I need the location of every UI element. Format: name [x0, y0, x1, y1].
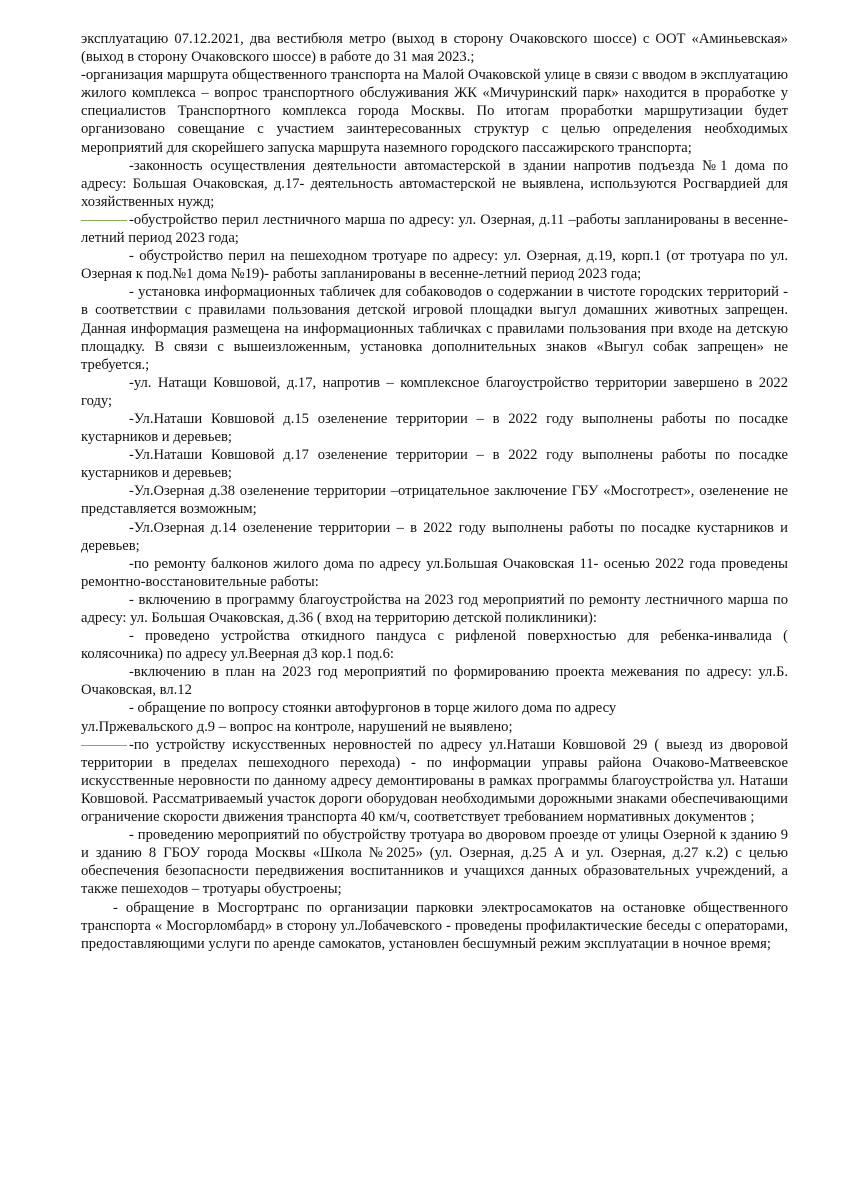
paragraph-dog-signs: - установка информационных табличек для собаководов о содержании в чистоте городских территорий - в соответствии с правилами пользования детской игровой площадки выгул домашних животных запрещен. Данная информация размещена на информационных табличках с правилами пользования при входе на детскую площадку. В связи с вышеизложенным, установка дополнительных знаков «Выгул собак запрещен» не требуется.;: [81, 284, 788, 373]
paragraph-greening-17: -Ул.Наташи Ковшовой д.17 озеленение территории – в 2022 году выполнены работы по посадке кустарников и деревьев;: [81, 447, 788, 482]
paragraph-metro-vestibules: эксплуатацию 07.12.2021, два вестибюля метро (выход в сторону Очаковского шоссе) с ООТ «Аминьевская» (выход в сторону Очаковского шоссе) в работе до 31 мая 2023.;: [81, 31, 788, 66]
paragraph-van-parking: - обращение по вопросу стоянки автофургонов в торце жилого дома по адресу: [129, 700, 617, 717]
edit-marker: [81, 744, 127, 746]
edit-marker: [81, 219, 127, 221]
paragraph-greening-15: -Ул.Наташи Ковшовой д.15 озеленение территории – в 2022 году выполнены работы по посадке кустарников и деревьев;: [81, 410, 788, 446]
paragraph-stair-railings-text: -обустройство перил лестничного марша по адресу: ул. Озерная, д.11 –работы запланированы в весенне-летний период 2023 года;: [81, 211, 788, 247]
paragraph-greening-38: -Ул.Озерная д.38 озеленение территории –отрицательное заключение ГБУ «Мосготрест», озеленение не представляется возможным;: [81, 483, 788, 518]
paragraph-bus-route: -организация маршрута общественного транспорта на Малой Очаковской улице в связи с вводом в эксплуатацию жилого комплекса – вопрос транспортного обслуживания ЖК «Мичуринский парк» находится в проработке у специалистов Транспортного комплекса города Москвы. По итогам проработки маршрутизации будет организовано совещание с участием заинтересованных структур с целью определения необходимых мероприятий для скорейшего запуска маршрута наземного городского пассажирского транспорта;: [81, 67, 788, 156]
paragraph-sidewalk-school: - проведению мероприятий по обустройству тротуара во дворовом проезде от улицы Озерной к зданию 9 и зданию 8 ГБОУ города Москвы «Школа №2025» (ул. Озерная, д.25 А и ул. Озерная, д.27 к.2) с целью обеспечения безопасности передвижения воспитанников и учащихся данных образовательных учреждений, а также пешеходов – тротуары обустроены;: [81, 827, 788, 898]
paragraph-auto-workshop: -законность осуществления деятельности автомастерской в здании напротив подъезда №1 дома по адресу: Большая Очаковская, д.17- деятельность автомастерской не выявлена, используются Росгвардией для хозяйственных нужд;: [81, 157, 788, 210]
paragraph-landscaping-17: -ул. Натащи Ковшовой, д.17, напротив – комплексное благоустройство территории завершено в 2022 году;: [81, 374, 788, 409]
paragraph-ramp: - проведено устройства откидного пандуса с рифленой поверхностью для ребенка-инвалида ( колясочника) по адресу ул.Веерная д3 кор.1 под.6:: [81, 628, 788, 663]
paragraph-program-inclusion: - включению в программу благоустройства на 2023 год мероприятий по ремонту лестничного марша по адресу: ул. Большая Очаковская, д.36 ( вход на территорию детской поликлиники):: [81, 591, 788, 626]
document-page: [81, 30, 788, 953]
paragraph-balcony-repair: -по ремонту балконов жилого дома по адресу ул.Большая Очаковская 11- осенью 2022 года проведены ремонтно-восстановительные работы:: [81, 555, 788, 590]
paragraph-sidewalk-railings: - обустройство перил на пешеходном тротуаре по адресу: ул. Озерная, д.19, корп.1 (от тротуара по ул. Озерная к под.№1 дома №19)- работы запланированы в весенне-летний период 2023 года;: [81, 248, 788, 283]
paragraph-land-survey: -включению в план на 2023 год мероприятий по формированию проекта межевания по адресу: ул.Б. Очаковская, вл.12: [81, 664, 788, 699]
paragraph-stair-railings: [81, 211, 788, 247]
paragraph-greening-14: -Ул.Озерная д.14 озеленение территории – в 2022 году выполнены работы по посадке кустарников и деревьев;: [81, 519, 788, 554]
paragraph-speed-bumps: [81, 736, 788, 826]
paragraph-van-parking-cont: ул.Пржевальского д.9 – вопрос на контроле, нарушений не выявлено;: [81, 718, 513, 735]
paragraph-speed-bumps-text: -по устройству искусственных неровностей по адресу ул.Наташи Ковшовой 29 ( выезд из дворовой территории в пределах пешеходного перехода) - по информации управы района Очаково-Матвеевское искусственные неровности по данному адресу демонтированы в рамках программы благоустройства ул. Наташи Ковшовой. Рассматриваемый участок дороги оборудован необходимыми дорожными знаками обеспечивающими ограничение скорости движения транспорта 40 км/ч, соответствует требованием нормативных документов ;: [81, 736, 788, 826]
paragraph-scooters: - обращение в Мосгортранс по организации парковки электросамокатов на остановке общественного транспорта « Мосгорломбард» в сторону ул.Лобачевского - проведены профилактические беседы с операторами, предоставляющими услуги по аренде самокатов, установлен бесшумный режим эксплуатации в ночное время;: [81, 899, 788, 952]
